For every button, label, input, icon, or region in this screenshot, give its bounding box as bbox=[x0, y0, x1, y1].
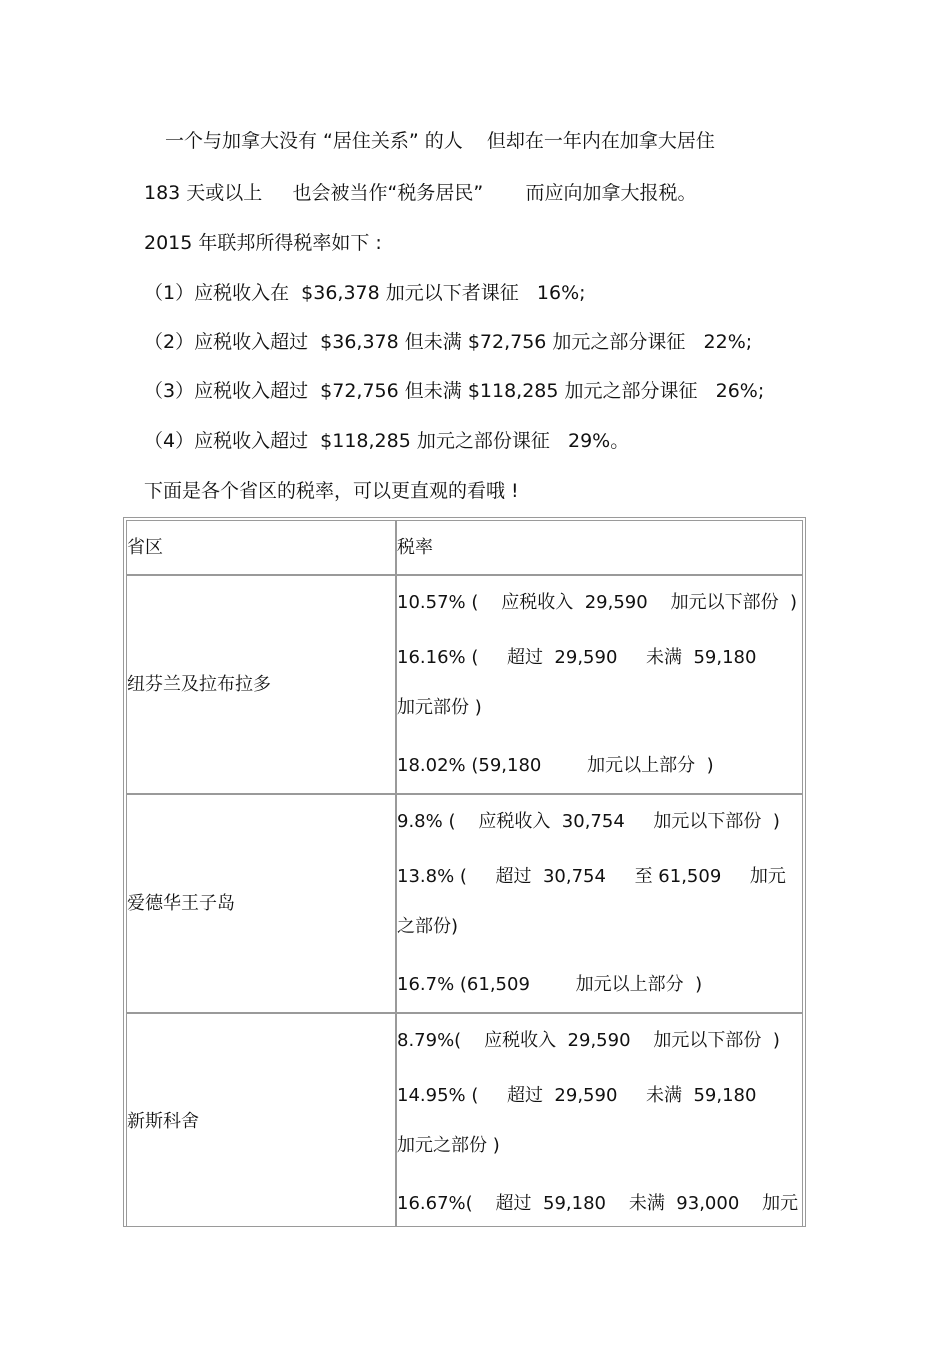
rate-cell bbox=[396, 1013, 803, 1227]
rate-line: 13.8% ( 超过 30,754 至 61,509 加元之部份) bbox=[397, 866, 786, 937]
rate-cell bbox=[396, 794, 803, 1013]
paragraph-bracket-1: （1）应税收入在 $36,378 加元以下者课征 16%; bbox=[144, 282, 586, 304]
paragraph-residency-1: 一个与加拿大没有 “居住关系” 的人 但却在一年内在加拿大居住 bbox=[165, 130, 715, 152]
province-name: 新斯科舍 bbox=[127, 1111, 199, 1132]
table-row bbox=[126, 794, 803, 1013]
rate-line: 18.02% (59,180 加元以上部分 ) bbox=[397, 755, 714, 776]
header-rate-label: 税率 bbox=[397, 537, 433, 558]
tax-table-grid bbox=[126, 520, 803, 1227]
province-cell bbox=[126, 794, 396, 1013]
rate-line: 14.95% ( 超过 29,590 未满 59,180 加元之部份 ) bbox=[397, 1085, 786, 1156]
header-province bbox=[126, 520, 396, 575]
paragraph-bracket-2: （2）应税收入超过 $36,378 但未满 $72,756 加元之部分课征 22%; bbox=[144, 331, 753, 353]
rate-line: 8.79%( 应税收入 29,590 加元以下部份 ) bbox=[397, 1030, 780, 1051]
table-row bbox=[126, 575, 803, 794]
rate-line: 16.7% (61,509 加元以上部分 ) bbox=[397, 974, 703, 995]
paragraph-bracket-4: （4）应税收入超过 $118,285 加元之部份课征 29%。 bbox=[144, 430, 630, 452]
provincial-tax-table bbox=[123, 517, 806, 1227]
rate-line: 16.67%( 超过 59,180 未满 93,000 加元 bbox=[397, 1193, 799, 1214]
province-cell bbox=[126, 575, 396, 794]
rate-cell bbox=[396, 575, 803, 794]
table-header-row bbox=[126, 520, 803, 575]
rate-line: 16.16% ( 超过 29,590 未满 59,180 加元部份 ) bbox=[397, 647, 786, 718]
province-name: 爱德华王子岛 bbox=[127, 893, 235, 914]
province-cell bbox=[126, 1013, 396, 1227]
table-row bbox=[126, 1013, 803, 1227]
paragraph-bracket-3: （3）应税收入超过 $72,756 但未满 $118,285 加元之部分课征 26%; bbox=[144, 380, 765, 402]
header-rate bbox=[396, 520, 803, 575]
rate-line: 10.57% ( 应税收入 29,590 加元以下部份 ) bbox=[397, 592, 798, 613]
paragraph-residency-2: 183 天或以上 也会被当作“税务居民” 而应向加拿大报税。 bbox=[144, 182, 697, 204]
rate-line: 9.8% ( 应税收入 30,754 加元以下部份 ) bbox=[397, 811, 780, 832]
province-name: 纽芬兰及拉布拉多 bbox=[127, 674, 271, 695]
header-province-label: 省区 bbox=[127, 537, 163, 558]
paragraph-federal-rate-intro: 2015 年联邦所得税率如下 : bbox=[144, 232, 382, 254]
paragraph-provincial-intro: 下面是各个省区的税率，可以更直观的看哦 ! bbox=[144, 480, 519, 502]
